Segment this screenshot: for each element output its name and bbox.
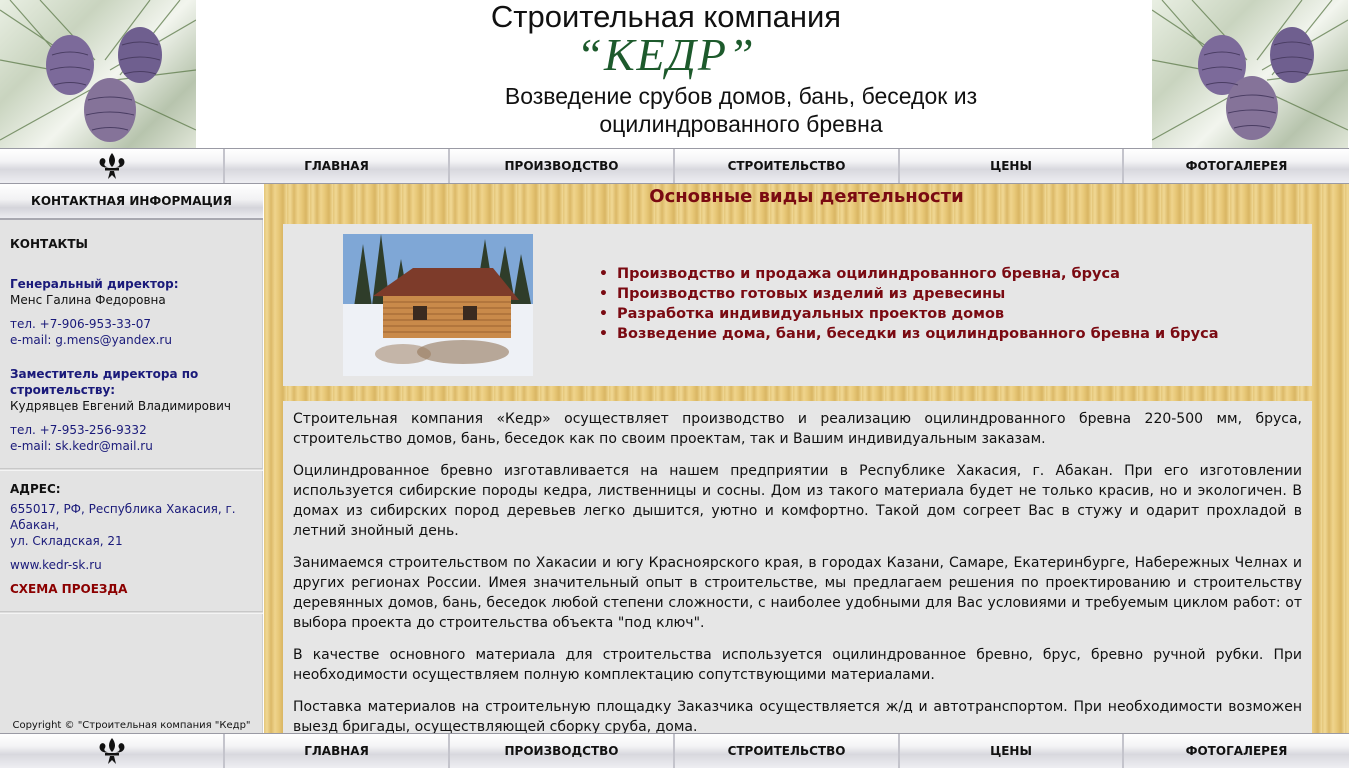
- directions-map-link[interactable]: СХЕМА ПРОЕЗДА: [10, 582, 128, 596]
- address-line1: 655017, РФ, Республика Хакасия, г. Абакан,: [10, 502, 236, 532]
- nav-prices[interactable]: ЦЕНЫ: [900, 734, 1124, 768]
- list-item: • Производство и продажа оцилиндрованного бревна, бруса: [599, 264, 1219, 284]
- description-paragraph: В качестве основного материала для строительства используется оцилиндрованное бревно, брус, бревно ручной рубки. При необходимости осуществляем полную комплектацию сопутствующими материалами.: [293, 647, 1302, 683]
- company-slogan-line1: Возведение срубов домов, бань, беседок из: [504, 83, 978, 109]
- pine-cones-image-right: [1152, 0, 1348, 148]
- deputy-role: Заместитель директора по строительству:: [10, 367, 199, 397]
- top-navbar: [0, 148, 1349, 184]
- sidebar-divider: [0, 611, 263, 614]
- list-item: • Возведение дома, бани, беседки из оцилиндрованного бревна и бруса: [599, 324, 1219, 344]
- nav-home[interactable]: ГЛАВНАЯ: [225, 149, 450, 183]
- deputy-name: Кудрявцев Евгений Владимирович: [10, 399, 231, 413]
- activities-list: [599, 264, 1219, 344]
- page-title: Основные виды деятельности: [649, 186, 964, 207]
- deputy-email[interactable]: e-mail: sk.kedr@mail.ru: [10, 439, 153, 453]
- nav-production[interactable]: ПРОИЗВОДСТВО: [450, 149, 675, 183]
- nav-prices[interactable]: ЦЕНЫ: [900, 149, 1124, 183]
- description-paragraph: Строительная компания «Кедр» осуществляет производство и реализацию оцилиндрованного бревна 220-500 мм, бруса, строительство домов, бань, беседок как по своим проектам, так и Вашим индивидуальным заказам.: [293, 411, 1302, 447]
- nav-construction[interactable]: СТРОИТЕЛЬСТВО: [675, 734, 900, 768]
- nav-construction[interactable]: СТРОИТЕЛЬСТВО: [675, 149, 900, 183]
- nav-gallery[interactable]: ФОТОГАЛЕРЕЯ: [1185, 744, 1288, 758]
- fleur-de-lis-icon[interactable]: [0, 149, 225, 183]
- director-phone: тел. +7-906-953-33-07: [10, 317, 152, 331]
- website-link[interactable]: www.kedr-sk.ru: [10, 558, 102, 572]
- contacts-block: [0, 220, 262, 454]
- list-item: • Разработка индивидуальных проектов домов: [599, 304, 1219, 324]
- address-block: [0, 471, 262, 597]
- fleur-de-lis-icon[interactable]: [0, 734, 225, 768]
- nav-home[interactable]: ГЛАВНАЯ: [225, 734, 450, 768]
- nav-gallery[interactable]: ФОТОГАЛЕРЕЯ: [1185, 159, 1288, 173]
- director-email[interactable]: e-mail: g.mens@yandex.ru: [10, 333, 172, 347]
- description-paragraph: Оцилиндрованное бревно изготавливается на нашем предприятии в Республике Хакасия, г. Абакан. При его изготовлении используется сибирские породы кедра, лиственницы и сосны. Дом из такого материала будет не только красив, но и экологичен. В домах из сибирских пород деревьев легко дышится, уютно и комфортно. Такой дом согреет Вас в стужу и одарит прохладой в летний знойный день.: [293, 463, 1302, 539]
- nav-production[interactable]: ПРОИЗВОДСТВО: [450, 734, 675, 768]
- director-role: Генеральный директор:: [10, 277, 179, 291]
- director-name: Менс Галина Федоровна: [10, 293, 166, 307]
- company-description: [283, 401, 1312, 733]
- description-paragraph: Занимаемся строительством по Хакасии и югу Красноярского края, в городах Казани, Самаре, Екатеринбурге, Набережных Челнах и других регионах России. Имея значительный опыт в строительстве, мы предлагаем решения по проектированию и строительству деревянных домов, бань, беседок любой степени сложности, с наиболее удобными для Вас условиями и требуемым циклом работ: от выбора проекта до строительства объекта "под ключ".: [293, 555, 1302, 631]
- list-item: • Производство готовых изделий из древесины: [599, 284, 1219, 304]
- activities-panel: [283, 224, 1312, 386]
- pine-cones-image-left: [0, 0, 196, 148]
- company-slogan-line2: оцилиндрованного бревна: [599, 111, 883, 137]
- bottom-navbar: [0, 733, 1349, 768]
- main-content: [264, 184, 1349, 733]
- contact-sidebar: [0, 184, 263, 733]
- address-title: АДРЕС:: [10, 482, 61, 496]
- address-line2: ул. Складская, 21: [10, 534, 123, 548]
- log-house-photo: [343, 234, 533, 376]
- contacts-title: КОНТАКТЫ: [10, 237, 88, 251]
- copyright-text: Copyright © "Строительная компания "Кедр": [12, 720, 251, 731]
- deputy-phone: тел. +7-953-256-9332: [10, 423, 147, 437]
- description-paragraph: Поставка материалов на строительную площадку Заказчика осуществляется ж/д и автотранспортом. При необходимости возможен выезд бригады, осуществляющей сборку сруба, дома.: [293, 699, 1302, 733]
- company-title: Строительная компания: [490, 0, 842, 34]
- site-header: [0, 0, 1349, 148]
- company-brand: “КЕДР”: [576, 29, 756, 80]
- sidebar-header: КОНТАКТНАЯ ИНФОРМАЦИЯ: [0, 184, 263, 220]
